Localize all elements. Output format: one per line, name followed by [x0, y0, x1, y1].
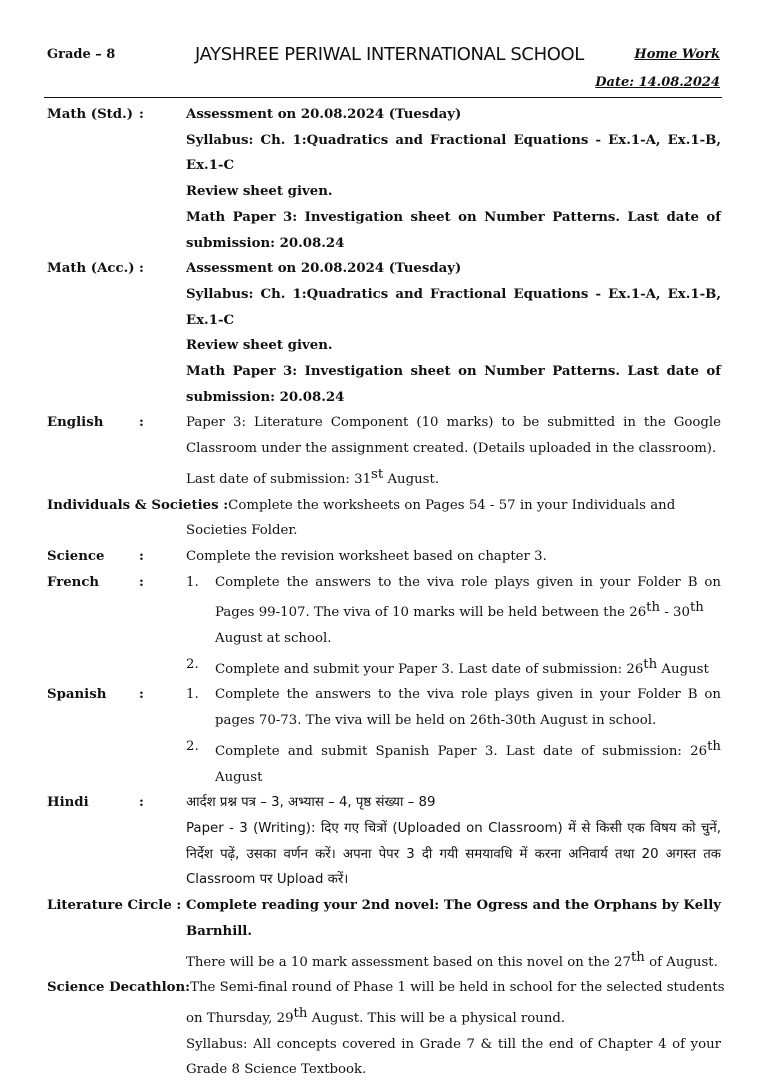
document-date: Date: 14.08.2024 [595, 75, 720, 90]
subject-label: Spanish [47, 687, 107, 703]
section-literature-circle [47, 893, 721, 975]
item-number: 1. [186, 687, 199, 703]
subject-label: Hindi [47, 795, 89, 811]
section-english [47, 410, 721, 492]
item-text-part: August [657, 661, 709, 677]
list-item [186, 570, 721, 652]
decathlon-task-continued [47, 1001, 721, 1032]
ias-first-line [47, 493, 721, 519]
list-item [186, 652, 721, 683]
note-text: There will be a 10 mark assessment based on this novel on the 27 [186, 954, 631, 970]
ordinal-suffix: th [646, 600, 661, 616]
item-text-part: Complete and submit Spanish Paper 3. Last date of submission: 26 [215, 743, 708, 759]
subject-colon: : [139, 548, 144, 564]
subject-body [186, 790, 721, 893]
grade-label: Grade – 8 [47, 47, 116, 62]
item-text [215, 734, 721, 790]
list-item [186, 734, 721, 790]
paper3-line: Math Paper 3: Investigation sheet on Number Patterns. Last date of submission: 20.08.24 [186, 209, 721, 251]
science-task: Complete the revision worksheet based on chapter 3. [186, 548, 547, 564]
note-text: of August. [644, 954, 718, 970]
english-task: Paper 3: Literature Component (10 marks) to be submitted in the Google Classroom under the assignment created. (Details uploaded in the classroom). [186, 415, 721, 457]
header-divider [44, 97, 722, 98]
subject-body [186, 893, 721, 975]
document-type: Home Work [634, 47, 720, 62]
ordinal-suffix: th [630, 949, 645, 965]
assessment-line: Assessment on 20.08.2024 (Tuesday) [186, 261, 462, 277]
novel-task: Complete reading your 2nd novel: The Ogress and the Orphans by Kelly Barnhill. [186, 898, 721, 939]
subject-colon: : [139, 687, 144, 703]
task-text: August. This will be a physical round. [307, 1010, 566, 1026]
ordinal-suffix: th [707, 738, 721, 754]
item-text [215, 570, 721, 652]
section-spanish [47, 682, 721, 790]
deadline-month: August. [383, 471, 440, 487]
section-science [47, 544, 721, 570]
section-math-std [47, 102, 721, 256]
subject-colon: : [139, 415, 144, 431]
item-text-part: Complete and submit your Paper 3. Last date of submission: 26 [215, 661, 644, 677]
syllabus-line: Syllabus: Ch. 1:Quadratics and Fractional Equations - Ex.1-A, Ex.1-B, Ex.1-C [186, 286, 721, 328]
item-text-part: August at school. [215, 631, 332, 647]
subject-label: French [47, 574, 100, 590]
section-math-acc [47, 256, 721, 410]
review-line: Review sheet given. [186, 184, 333, 200]
item-text-part: August [215, 769, 263, 785]
ordinal-suffix: th [689, 600, 704, 616]
item-text-part: Complete the answers to the viva role plays given in your Folder B on Pages 99-107. The viva of 10 marks will be held between the 26 [215, 574, 721, 621]
school-name: JAYSHREE PERIWAL INTERNATIONAL SCHOOL [195, 44, 584, 65]
subject-body [186, 256, 721, 410]
item-number: 1. [186, 574, 199, 590]
english-deadline [186, 462, 721, 493]
subject-label: Science Decathlon: [47, 980, 191, 996]
subject-label: English [47, 415, 104, 431]
ordinal-suffix: th [293, 1005, 308, 1021]
decathlon-task: The Semi-final round of Phase 1 will be held in school for the selected students [190, 980, 725, 996]
task-text: on Thursday, 29 [186, 1010, 294, 1026]
decathlon-syllabus: Syllabus: All concepts covered in Grade 7 & till the end of Chapter 4 of your Grade 8 Science Textbook. [186, 1036, 721, 1078]
ordinal-suffix: st [371, 466, 384, 482]
homework-content [47, 102, 725, 1083]
assessment-note [186, 945, 721, 976]
item-text-part: - 30 [660, 605, 690, 621]
subject-colon: : [139, 574, 144, 590]
section-hindi [47, 790, 721, 893]
section-individuals-societies [47, 493, 721, 544]
item-number: 2. [186, 738, 199, 754]
subject-colon: : [139, 107, 144, 122]
subject-label: Literature Circle : [47, 898, 182, 914]
deadline-text: Last date of submission: 31 [186, 471, 372, 487]
subject-label: Science [47, 548, 105, 564]
section-french [47, 570, 721, 683]
decathlon-first-line [47, 975, 725, 1001]
ias-task-continued: Societies Folder. [186, 523, 298, 539]
assessment-line: Assessment on 20.08.2024 (Tuesday) [186, 107, 462, 122]
subject-label: Math (Std.) [47, 107, 134, 122]
ordinal-suffix: th [643, 656, 658, 672]
paper3-line: Math Paper 3: Investigation sheet on Number Patterns. Last date of submission: 20.08.24 [186, 364, 721, 405]
ias-task: Complete the worksheets on Pages 54 - 57 in your Individuals and [228, 497, 676, 513]
subject-body [186, 102, 721, 256]
subject-label: Individuals & Societies : [47, 497, 229, 513]
subject-label: Math (Acc.) [47, 261, 135, 277]
syllabus-line: Syllabus: Ch. 1:Quadratics and Fractional Equations - Ex.1-A, Ex.1-B, Ex.1-C [186, 132, 721, 174]
section-science-decathlon [47, 975, 725, 1083]
subject-colon: : [139, 261, 144, 277]
subject-body [186, 570, 721, 683]
item-number: 2. [186, 656, 199, 672]
item-text [215, 652, 721, 683]
hindi-task: Paper - 3 (Writing): दिए गए चित्रों (Uploaded on Classroom) में से किसी एक विषय को चुनें, निर्देश पढ़ें, उसका वर्णन करें। अपना पेपर 3 दी गयी समयावधि में करना अनिवार्य तथा 20 अगस्त तक Classroom पर Upload करें। [186, 820, 721, 888]
subject-body [186, 410, 721, 492]
hindi-reference: आर्दश प्रश्न पत्र – 3, अभ्यास – 4, पृष्ठ संख्या – 89 [186, 795, 436, 811]
item-text: Complete the answers to the viva role plays given in your Folder B on pages 70-73. The viva will be held on 26th-30th August in school. [215, 687, 721, 729]
review-line: Review sheet given. [186, 338, 333, 354]
list-item [186, 682, 721, 733]
subject-body [186, 682, 721, 790]
subject-colon: : [139, 795, 144, 811]
